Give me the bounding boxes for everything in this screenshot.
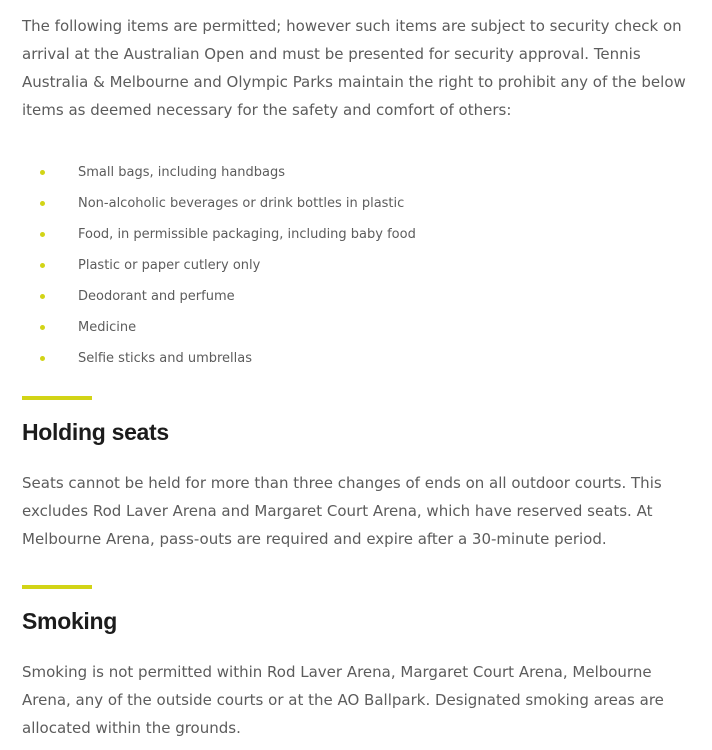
section-accent-bar bbox=[22, 396, 92, 400]
list-item-label: Plastic or paper cutlery only bbox=[78, 258, 261, 273]
bullet-dot-icon bbox=[40, 325, 45, 330]
holding-seats-paragraph: Seats cannot be held for more than three changes of ends on all outdoor courts. This excludes Rod Laver Arena and Margaret Court Arena, which have reserved seats. At Melbourne Arena, pass-outs are required and expire after a 30-minute period. bbox=[22, 474, 662, 548]
list-item-label: Selfie sticks and umbrellas bbox=[78, 351, 253, 366]
bullet-dot-icon bbox=[40, 263, 45, 268]
holding-seats-heading: Holding seats bbox=[22, 419, 169, 445]
bullet-dot-icon bbox=[40, 294, 45, 299]
holding-seats-section bbox=[22, 396, 692, 553]
permitted-items-list bbox=[40, 157, 416, 374]
intro-paragraph: The following items are permitted; however such items are subject to security check on arrival at the Australian Open and must be presented for security approval. Tennis Australia & Melbourne and Olympic Parks maintain the right to prohibit any of the below items as deemed necessary for the safety and comfort of others: bbox=[22, 17, 686, 119]
bullet-dot-icon bbox=[40, 201, 45, 206]
list-item-label: Small bags, including handbags bbox=[78, 165, 286, 180]
list-item-label: Non-alcoholic beverages or drink bottles in plastic bbox=[78, 196, 405, 211]
list-item bbox=[40, 343, 416, 374]
bullet-dot-icon bbox=[40, 232, 45, 237]
list-item bbox=[40, 281, 416, 312]
smoking-paragraph: Smoking is not permitted within Rod Laver Arena, Margaret Court Arena, Melbourne Arena, any of the outside courts or at the AO Ballpark. Designated smoking areas are allocated within the grounds. bbox=[22, 663, 664, 737]
list-item-label: Food, in permissible packaging, including baby food bbox=[78, 227, 416, 242]
section-accent-bar bbox=[22, 585, 92, 589]
article-content bbox=[22, 12, 692, 737]
bullet-dot-icon bbox=[40, 356, 45, 361]
list-item bbox=[40, 157, 416, 188]
list-item-label: Deodorant and perfume bbox=[78, 289, 235, 304]
list-item bbox=[40, 219, 416, 250]
list-item-label: Medicine bbox=[78, 320, 137, 335]
list-item bbox=[40, 188, 416, 219]
bullet-dot-icon bbox=[40, 170, 45, 175]
list-item bbox=[40, 312, 416, 343]
list-item bbox=[40, 250, 416, 281]
smoking-heading: Smoking bbox=[22, 608, 118, 634]
smoking-section bbox=[22, 585, 692, 742]
